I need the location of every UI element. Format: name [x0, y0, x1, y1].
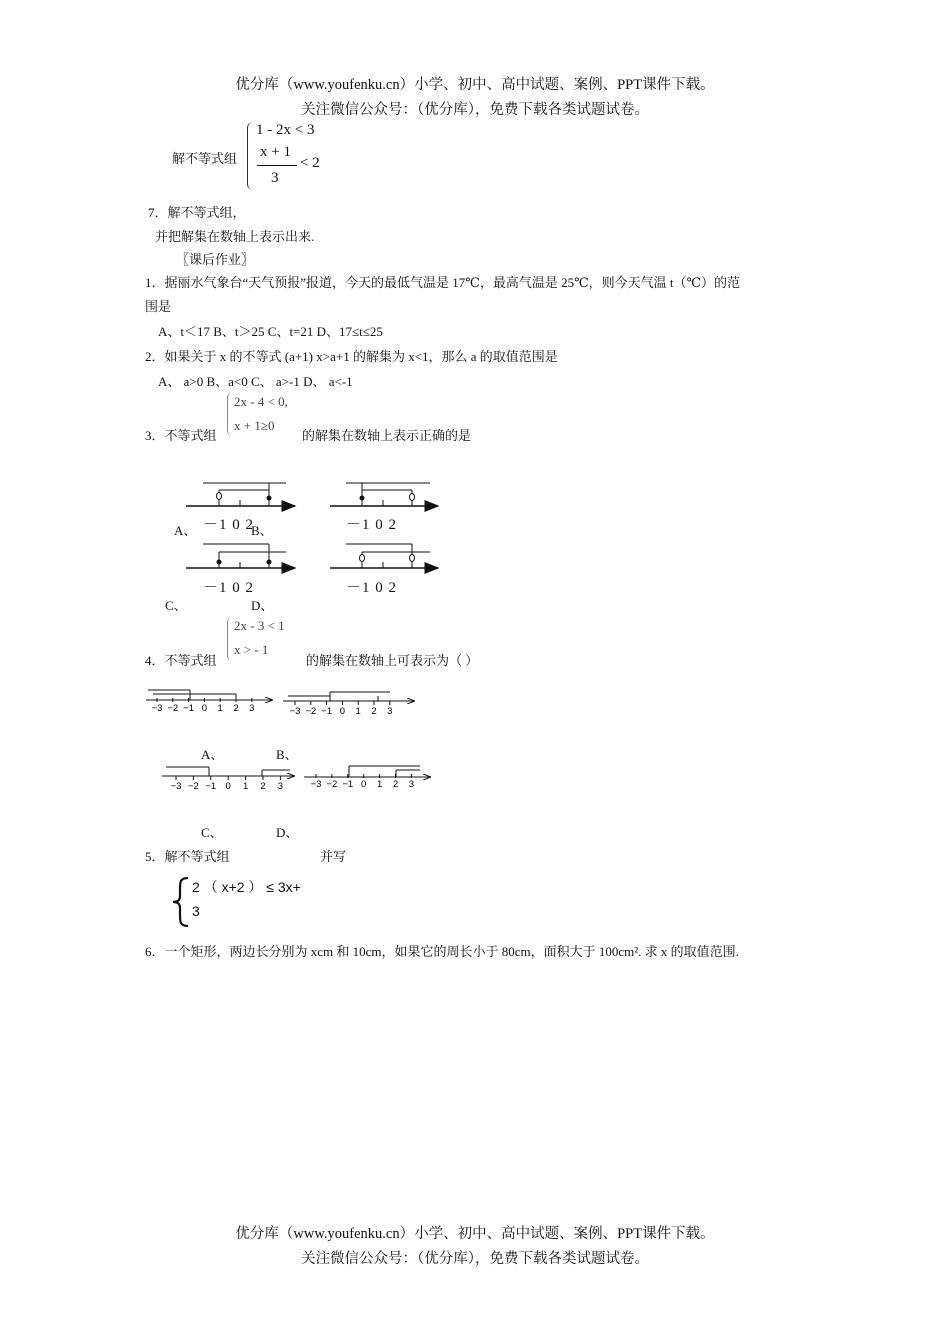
hw4-tick-label: 3 [249, 703, 255, 714]
hw3-d-ticks: －1 0 2 [346, 580, 398, 596]
hw3-label-d: D、 [251, 598, 274, 613]
hw4-tick-label: −2 [167, 703, 179, 714]
hw4-tick-label: −1 [342, 779, 354, 790]
hw4-option-a-line [146, 690, 272, 700]
footer-line-1: 优分库（www.youfenku.cn）小学、初中、高中试题、案例、PPT课件下载。 [235, 1226, 715, 1242]
q7-line2: 并把解集在数轴上表示出来. [155, 229, 315, 244]
top-denominator: 3 [271, 170, 279, 186]
hw4-option-c-line [162, 767, 294, 776]
top-rhs: < 2 [300, 155, 320, 171]
hw3-prefix: 3．不等式组 [145, 428, 217, 443]
hw4-tick-label: 0 [225, 781, 231, 792]
hw3-c-ticks: －1 0 2 [203, 580, 255, 596]
hw5-line1: 2 （ x+2 ） ≤ 3x+ [192, 879, 301, 895]
hw4-label-d: D、 [276, 825, 299, 840]
hw3-label-b: B、 [251, 523, 273, 538]
hw4-tick-label: 1 [242, 781, 249, 792]
hw2-options: A、 a>0 B、a<0 C、 a>-1 D、 a<-1 [158, 374, 353, 389]
hw4-eq1: 2x - 3 < 1 [234, 618, 285, 633]
hw4-tick-label: −3 [151, 703, 163, 714]
hw4-tick-label: −1 [205, 781, 217, 792]
hw4-tick-label: 2 [260, 781, 266, 792]
hw1-line1: 1．据丽水气象台“天气预报”报道，今天的最低气温是 17℃，最高气温是 25℃，则今天气温 t（℃）的范 [145, 275, 741, 290]
hw5-tail: 并写 [320, 849, 347, 864]
hw4-prefix: 4．不等式组 [145, 653, 217, 668]
hw4-tick-label: 0 [201, 703, 208, 714]
top-numerator: x + 1 [260, 144, 291, 160]
hw4-tick-label: 3 [408, 779, 415, 790]
hw4-tick-label: 2 [233, 703, 239, 714]
hw4-tick-label: −3 [170, 781, 182, 792]
header-line-1: 优分库（www.youfenku.cn）小学、初中、高中试题、案例、PPT课件下载。 [235, 77, 715, 93]
hw3-b-ticks: －1 0 2 [346, 517, 398, 533]
hw4-tick-label: −2 [326, 779, 338, 790]
hw4-tick-label: 1 [355, 706, 361, 717]
hw4-label-b: B、 [276, 747, 298, 762]
hw4-tick-label: −1 [321, 706, 333, 717]
hw3-suffix: 的解集在数轴上表示正确的是 [302, 428, 472, 443]
footer-line-2: 关注微信公众号：（优分库），免费下载各类试题试卷。 [301, 1251, 649, 1267]
top-eq1: 1 - 2x < 3 [256, 122, 315, 138]
hw3-eq2: x + 1≥0 [234, 418, 275, 433]
hw4-tick-label: −1 [183, 703, 195, 714]
hw4-tick-label: 3 [277, 781, 284, 792]
hw5-brace [170, 876, 192, 928]
hw4-tick-label: 1 [217, 703, 223, 714]
hw4-option-b-line [283, 692, 414, 701]
hw4-tick-label: 2 [371, 706, 377, 717]
hw4-tick-label: 0 [361, 779, 367, 790]
homework-title: 〖课后作业〗 [176, 252, 255, 267]
hw1-line2: 围是 [145, 299, 172, 314]
hw4-tick-label: 1 [376, 779, 383, 790]
hw4-eq2: x > - 1 [234, 642, 269, 657]
hw4-tick-label: 0 [339, 706, 346, 717]
hw3-eq1: 2x - 4 < 0, [234, 394, 288, 409]
hw4-label-a: A、 [201, 747, 224, 762]
hw4-tick-label: 2 [392, 779, 399, 790]
hw4-tick-label: 3 [387, 706, 393, 717]
hw2-stem: 2．如果关于 x 的不等式 (a+1) x>a+1 的解集为 x<1，那么 a 的取值范围是 [145, 349, 558, 364]
header-line-2: 关注微信公众号：（优分库），免费下载各类试题试卷。 [301, 102, 649, 118]
hw3-a-ticks: －1 0 2 [203, 517, 255, 533]
hw4-tick-label: −3 [289, 706, 301, 717]
hw5-line2: 3 [192, 903, 200, 919]
hw4-tick-label: −3 [310, 779, 322, 790]
hw3-label-a: A、 [174, 523, 197, 538]
hw4-suffix: 的解集在数轴上可表示为（ ） [306, 653, 479, 668]
hw5-stem: 5．解不等式组 [145, 849, 230, 864]
q7-line1: 7．解不等式组， [148, 205, 246, 220]
hw3-label-c: C、 [165, 598, 187, 613]
top-problem-label: 解不等式组 [172, 151, 238, 166]
hw6-stem: 6．一个矩形，两边长分别为 xcm 和 10cm，如果它的周长小于 80cm，面积大于 100cm². 求 x 的取值范围. [145, 944, 739, 959]
hw4-tick-label: −2 [187, 781, 199, 792]
hw4-label-c: C、 [201, 825, 223, 840]
hw1-options: A、t＜17 B、t＞25 C、t=21 D、17≤t≤25 [158, 324, 383, 339]
hw4-tick-label: −2 [305, 706, 317, 717]
